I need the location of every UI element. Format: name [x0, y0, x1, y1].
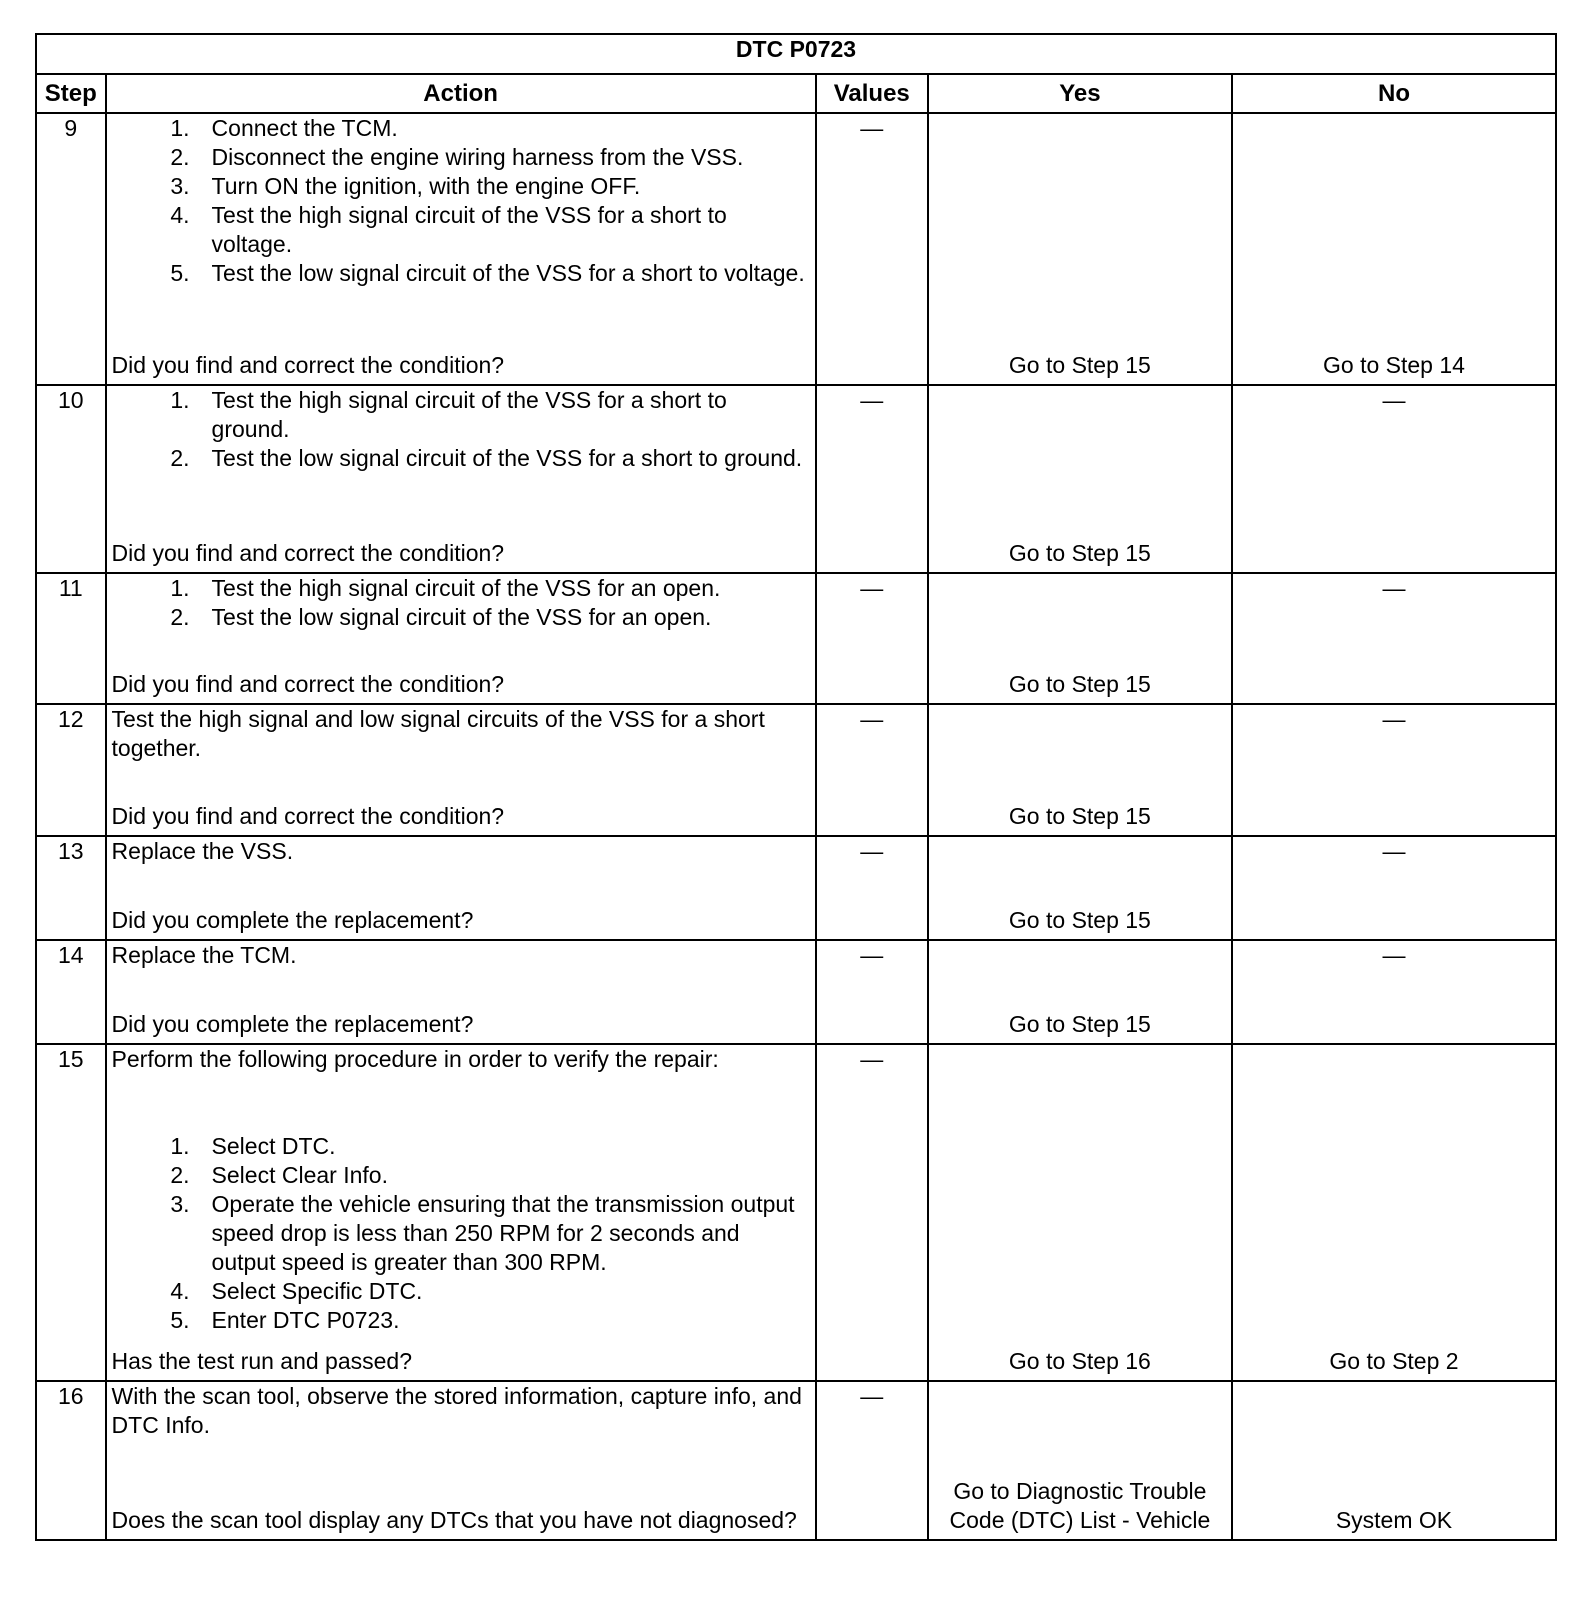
step-item-text: Test the high signal circuit of the VSS for a short to ground.: [211, 387, 727, 442]
step-item-number: 2.: [170, 1162, 190, 1188]
no-cell: [1232, 1044, 1556, 1381]
action-steps: [112, 574, 810, 632]
yes-cell: [928, 385, 1232, 573]
action-intro: Replace the VSS.: [111, 838, 294, 864]
action-cell: [106, 1381, 816, 1540]
yes-cell: [928, 113, 1232, 385]
step-number: 14: [36, 940, 106, 1044]
table-row: [36, 1381, 1556, 1540]
action-step-item: [112, 1161, 810, 1190]
values-cell: —: [816, 113, 928, 385]
table-body: [36, 113, 1556, 1540]
step-item-number: 1.: [170, 387, 190, 413]
action-intro: Perform the following procedure in order to verify the repair:: [111, 1046, 719, 1072]
step-item-text: Select DTC.: [211, 1133, 336, 1159]
action-intro: With the scan tool, observe the stored information, capture info, and DTC Info.: [111, 1383, 802, 1438]
action-step-item: [112, 574, 810, 603]
step-item-number: 2.: [170, 604, 190, 630]
action-step-item: [112, 386, 810, 444]
values-cell: —: [816, 836, 928, 940]
action-step-item: [112, 1277, 810, 1306]
step-item-number: 1.: [170, 1133, 190, 1159]
action-question: Has the test run and passed?: [111, 1348, 413, 1374]
action-question: Did you complete the replacement?: [111, 907, 474, 933]
action-question: Does the scan tool display any DTCs that you have not diagnosed?: [111, 1507, 797, 1533]
values-cell: —: [816, 940, 928, 1044]
step-number: 11: [36, 573, 106, 704]
step-item-text: Test the high signal circuit of the VSS for a short to voltage.: [211, 202, 727, 257]
action-step-item: [112, 1132, 810, 1161]
step-item-text: Test the low signal circuit of the VSS for a short to ground.: [211, 445, 803, 471]
action-step-item: [112, 259, 810, 288]
step-item-number: 2.: [170, 445, 190, 471]
action-question: Did you find and correct the condition?: [111, 803, 505, 829]
yes-cell: [928, 573, 1232, 704]
action-cell: [106, 573, 816, 704]
step-item-text: Enter DTC P0723.: [211, 1307, 400, 1333]
step-number: 13: [36, 836, 106, 940]
table-row: [36, 573, 1556, 704]
action-question: Did you find and correct the condition?: [111, 671, 505, 697]
action-intro: Test the high signal and low signal circuits of the VSS for a short together.: [111, 706, 765, 761]
step-item-number: 3.: [170, 1191, 190, 1217]
table-row: [36, 836, 1556, 940]
yes-outcome: Go to Step 15: [1008, 1011, 1151, 1037]
step-item-number: 2.: [170, 144, 190, 170]
values-cell: —: [816, 1381, 928, 1540]
step-item-number: 1.: [170, 575, 190, 601]
yes-cell: [928, 940, 1232, 1044]
table-row: [36, 940, 1556, 1044]
action-steps: [112, 386, 810, 473]
action-step-item: [112, 172, 810, 201]
step-item-text: Operate the vehicle ensuring that the transmission output speed drop is less than 250 RPM for 2 seconds and output speed is greater than 300 RPM.: [211, 1191, 795, 1275]
step-number: 9: [36, 113, 106, 385]
action-cell: [106, 385, 816, 573]
action-cell: [106, 1044, 816, 1381]
no-cell: [1232, 113, 1556, 385]
action-cell: [106, 704, 816, 836]
step-item-text: Test the low signal circuit of the VSS for an open.: [211, 604, 712, 630]
yes-outcome: Go to Step 15: [1008, 352, 1151, 378]
step-item-text: Test the low signal circuit of the VSS for a short to voltage.: [211, 260, 805, 286]
yes-cell: [928, 1381, 1232, 1540]
no-cell: —: [1232, 836, 1556, 940]
no-cell: —: [1232, 940, 1556, 1044]
step-item-text: Select Specific DTC.: [211, 1278, 423, 1304]
values-cell: —: [816, 704, 928, 836]
action-intro: Replace the TCM.: [111, 942, 297, 968]
step-item-number: 1.: [170, 115, 190, 141]
header-step: Step: [36, 74, 106, 113]
step-item-text: Test the high signal circuit of the VSS for an open.: [211, 575, 721, 601]
action-cell: [106, 940, 816, 1044]
action-question: Did you complete the replacement?: [111, 1011, 474, 1037]
table-row: [36, 113, 1556, 385]
action-steps: [112, 114, 810, 288]
values-cell: —: [816, 385, 928, 573]
step-number: 12: [36, 704, 106, 836]
no-outcome: System OK: [1335, 1507, 1453, 1533]
step-item-text: Turn ON the ignition, with the engine OFF.: [211, 173, 641, 199]
step-item-number: 3.: [170, 173, 190, 199]
yes-cell: [928, 704, 1232, 836]
action-step-item: [112, 1306, 810, 1335]
action-step-item: [112, 201, 810, 259]
step-number: 15: [36, 1044, 106, 1381]
action-cell: [106, 836, 816, 940]
no-cell: —: [1232, 573, 1556, 704]
yes-outcome: Go to Step 16: [1008, 1348, 1151, 1374]
step-item-number: 4.: [170, 202, 190, 228]
step-number: 10: [36, 385, 106, 573]
action-step-item: [112, 1190, 810, 1277]
action-question: Did you find and correct the condition?: [111, 540, 505, 566]
action-question: Did you find and correct the condition?: [111, 352, 505, 378]
no-outcome: Go to Step 2: [1329, 1348, 1459, 1374]
yes-outcome: Go to Step 15: [1008, 671, 1151, 697]
step-item-text: Select Clear Info.: [211, 1162, 388, 1188]
no-outcome: Go to Step 14: [1323, 352, 1465, 378]
header-values: Values: [816, 74, 928, 113]
yes-outcome: Go to Step 15: [1008, 907, 1151, 933]
action-step-item: [112, 444, 810, 473]
step-item-text: Connect the TCM.: [211, 115, 398, 141]
no-cell: —: [1232, 704, 1556, 836]
step-item-number: 5.: [170, 1307, 190, 1333]
action-cell: [106, 113, 816, 385]
step-item-number: 4.: [170, 1278, 190, 1304]
action-step-item: [112, 143, 810, 172]
yes-outcome: Go to Diagnostic Trouble Code (DTC) List - Vehicle: [949, 1478, 1211, 1533]
no-cell: [1232, 1381, 1556, 1540]
table-row: [36, 704, 1556, 836]
no-cell: —: [1232, 385, 1556, 573]
header-no: No: [1232, 74, 1556, 113]
table-title: DTC P0723: [36, 34, 1556, 74]
action-steps: [112, 1132, 810, 1335]
diagnostic-table: [35, 33, 1557, 1541]
header-yes: Yes: [928, 74, 1232, 113]
action-step-item: [112, 603, 810, 632]
step-item-number: 5.: [170, 260, 190, 286]
action-step-item: [112, 114, 810, 143]
yes-outcome: Go to Step 15: [1008, 540, 1151, 566]
table-row: [36, 385, 1556, 573]
values-cell: —: [816, 1044, 928, 1381]
yes-cell: [928, 1044, 1232, 1381]
values-cell: —: [816, 573, 928, 704]
yes-outcome: Go to Step 15: [1008, 803, 1151, 829]
header-action: Action: [106, 74, 816, 113]
step-number: 16: [36, 1381, 106, 1540]
table-row: [36, 1044, 1556, 1381]
yes-cell: [928, 836, 1232, 940]
step-item-text: Disconnect the engine wiring harness from the VSS.: [211, 144, 744, 170]
